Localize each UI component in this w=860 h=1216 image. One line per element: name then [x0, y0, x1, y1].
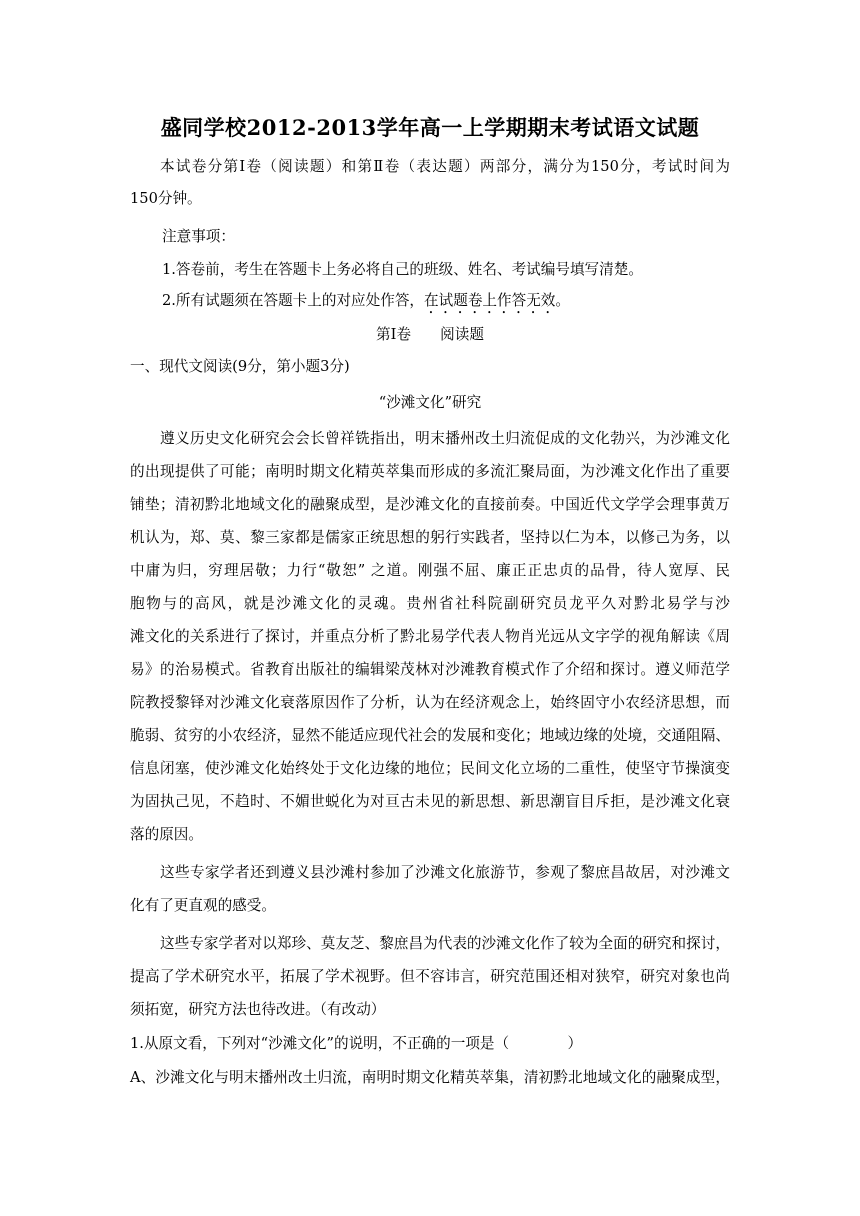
paragraph-1-line: 的出现提供了可能；南明时期文化精英萃集而形成的多流汇聚局面，为沙滩文化作出了重要 — [130, 463, 730, 480]
notice-heading: 注意事项： — [162, 228, 235, 245]
paragraph-1-line: 信息闭塞，使沙滩文化始终处于文化边缘的地位；民间文化立场的二重性，使坚守节操演变 — [130, 760, 730, 777]
notice-item-2-emphasis: 在试题卷上作答无效 — [424, 292, 556, 309]
notice-item-2-end: 。 — [555, 292, 570, 309]
paragraph-1-line: 院教授黎铎对沙滩文化衰落原因作了分析，认为在经济观念上，始终固守小农经济思想，而 — [130, 694, 730, 711]
notice-item-2 — [162, 291, 570, 317]
paragraph-3-line: 提高了学术研究水平，拓展了学术视野。但不容讳言，研究范围还相对狭窄，研究对象也尚 — [130, 968, 730, 985]
paragraph-2-line: 这些专家学者还到遵义县沙滩村参加了沙滩文化旅游节，参观了黎庶昌故居，对沙滩文 — [160, 864, 730, 881]
paragraph-1-line: 为固执己见，不趋时、不媚世蜕化为对亘古未见的新思想、新思潮盲目斥拒，是沙滩文化衰 — [130, 793, 730, 810]
paragraph-1-line: 机认为，郑、莫、黎三家都是儒家正统思想的躬行实践者，坚持以仁为本，以修己为务，以 — [130, 529, 730, 546]
paragraph-1-line: 滩文化的关系进行了探讨，并重点分析了黔北易学代表人物肖光远从文字学的视角解读《周 — [130, 628, 730, 645]
exam-title: 盛同学校2012-2013学年高一上学期期末考试语文试题 — [160, 115, 700, 140]
part-1-title: 第Ⅰ卷 阅读题 — [376, 326, 484, 343]
question-1: 1.从原文看，下列对“沙滩文化”的说明，不正确的一项是（ ） — [130, 1035, 583, 1052]
paragraph-2-line: 化有了更直观的感受。 — [130, 897, 276, 914]
paragraph-1-line: 胞物与的高风，就是沙滩文化的灵魂。贵州省社科院副研究员龙平久对黔北易学与沙 — [130, 595, 730, 612]
section-1-title: 一、现代文阅读(9分，第小题3分) — [130, 358, 350, 375]
paragraph-1-line: 遵义历史文化研究会会长曾祥铣指出，明末播州改土归流促成的文化勃兴，为沙滩文化 — [160, 430, 730, 447]
paragraph-3-line: 这些专家学者对以郑珍、莫友芝、黎庶昌为代表的沙滩文化作了较为全面的研究和探讨， — [160, 935, 730, 952]
notice-item-1: 1.答卷前，考生在答题卡上务必将自己的班级、姓名、考试编号填写清楚。 — [162, 261, 643, 278]
notice-item-2-text: 2.所有试题须在答题卡上的对应处作答， — [162, 292, 425, 309]
paragraph-1-line: 易》的治易模式。省教育出版社的编辑梁茂林对沙滩教育模式作了介绍和探讨。遵义师范学 — [130, 661, 730, 678]
question-1-option-a: A、沙滩文化与明末播州改土归流，南明时期文化精英萃集，清初黔北地域文化的融聚成型， — [130, 1069, 730, 1086]
intro-line-1: 本试卷分第Ⅰ卷（阅读题）和第Ⅱ卷（表达题）两部分，满分为150分，考试时间为 — [160, 158, 730, 175]
paragraph-1-line: 脆弱、贫穷的小农经济，显然不能适应现代社会的发展和变化；地域边缘的处境，交通阻隔、 — [130, 727, 730, 744]
paragraph-1-line: 铺垫；清初黔北地域文化的融聚成型，是沙滩文化的直接前奏。中国近代文学学会理事黄万 — [130, 496, 730, 513]
paragraph-1-line: 落的原因。 — [130, 826, 203, 843]
paragraph-3-line: 须拓宽，研究方法也待改进。（有改动） — [130, 1001, 386, 1018]
intro-line-2: 150分钟。 — [130, 190, 202, 207]
paragraph-1-line: 中庸为归，穷理居敬；力行“敬恕” 之道。刚强不屈、廉正正忠贞的品骨，待人宽厚、民 — [130, 562, 730, 579]
article-title: “沙滩文化”研究 — [378, 394, 482, 411]
